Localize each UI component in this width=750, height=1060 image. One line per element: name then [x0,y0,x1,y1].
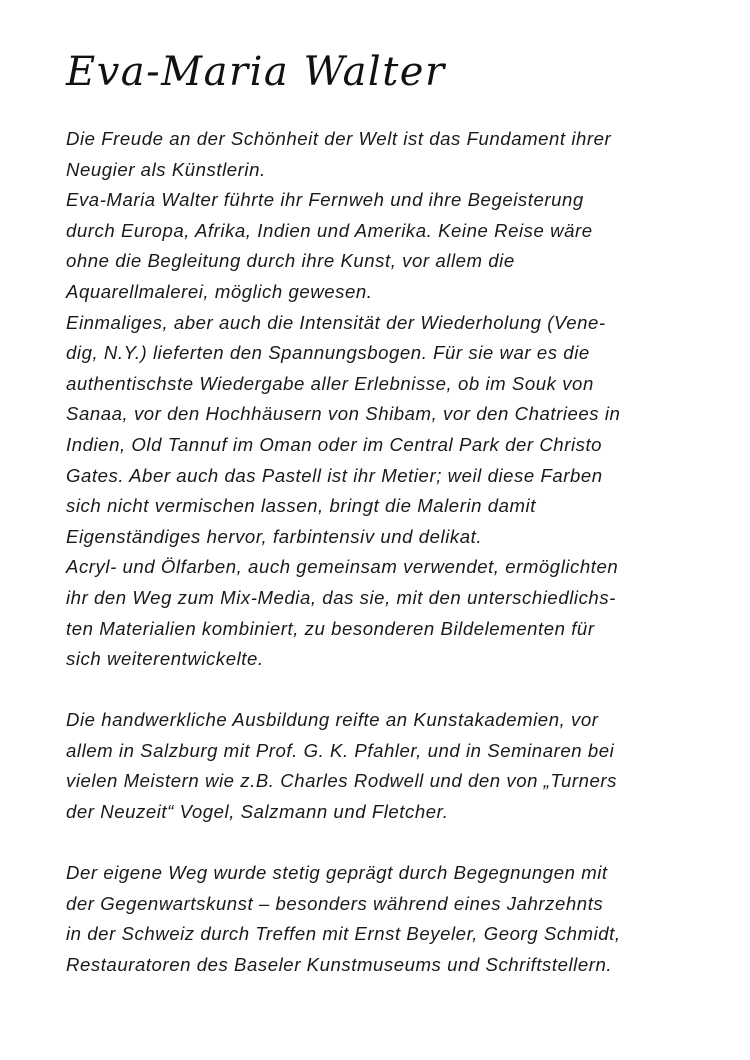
text-line: sich nicht vermischen lassen, bringt die Malerin damit [66,495,536,517]
text-line: in der Schweiz durch Treffen mit Ernst Beyeler, Georg Schmidt, [66,923,621,945]
text-line: Die Freude an der Schönheit der Welt ist das Fundament ihrer [66,128,612,149]
text-line: Acryl- und Ölfarben, auch gemeinsam verwendet, ermöglichten [66,556,619,578]
text-line: ohne die Begleitung durch ihre Kunst, vor allem die [66,250,515,272]
paragraph [66,124,706,675]
text-line: ten Materialien kombiniert, zu besonderen Bildelementen für [66,617,595,639]
text-line: sich weiterentwickelte. [66,648,264,670]
text-line: der Gegenwartskunst – besonders während eines Jahrzehnts [66,892,604,914]
text-line: Eigenständiges hervor, farbintensiv und delikat. [66,525,483,547]
text-line: Restauratoren des Baseler Kunstmuseums und Schriftstellern. [66,954,613,976]
page-title: Eva-Maria Walter [66,49,446,95]
text-line: ihr den Weg zum Mix-Media, das sie, mit den unterschiedlichs- [66,586,616,608]
text-line: Die handwerkliche Ausbildung reifte an Kunstakademien, vor [66,709,599,731]
text-line: Einmaliges, aber auch die Intensität der Wiederholung (Vene- [66,311,606,333]
text-line: allem in Salzburg mit Prof. G. K. Pfahler, und in Seminaren bei [66,739,615,761]
text-line: vielen Meistern wie z.B. Charles Rodwell und den von „Turners [66,770,617,792]
text-line: Aquarellmalerei, möglich gewesen. [66,280,373,302]
paragraph [66,705,706,827]
paragraph-spacer [66,828,706,859]
biography-text [66,124,706,981]
text-line: durch Europa, Afrika, Indien und Amerika. Keine Reise wäre [66,219,593,241]
paragraph [66,858,706,980]
text-line: Neugier als Künstlerin. [66,158,266,180]
text-line: authentischste Wiedergabe aller Erlebnisse, ob im Souk von [66,372,594,394]
text-line: der Neuzeit“ Vogel, Salzmann und Fletcher. [66,801,449,823]
paragraph-spacer [66,675,706,706]
text-line: Indien, Old Tannuf im Oman oder im Central Park der Christo [66,433,603,455]
text-line: Eva-Maria Walter führte ihr Fernweh und ihre Begeisterung [66,189,584,211]
text-line: Der eigene Weg wurde stetig geprägt durch Begegnungen mit [66,862,608,884]
text-line: Gates. Aber auch das Pastell ist ihr Metier; weil diese Farben [66,464,603,486]
text-line: dig, N.Y.) lieferten den Spannungsbogen. Für sie war es die [66,342,590,364]
text-line: Sanaa, vor den Hochhäusern von Shibam, vor den Chatriees in [66,403,621,425]
